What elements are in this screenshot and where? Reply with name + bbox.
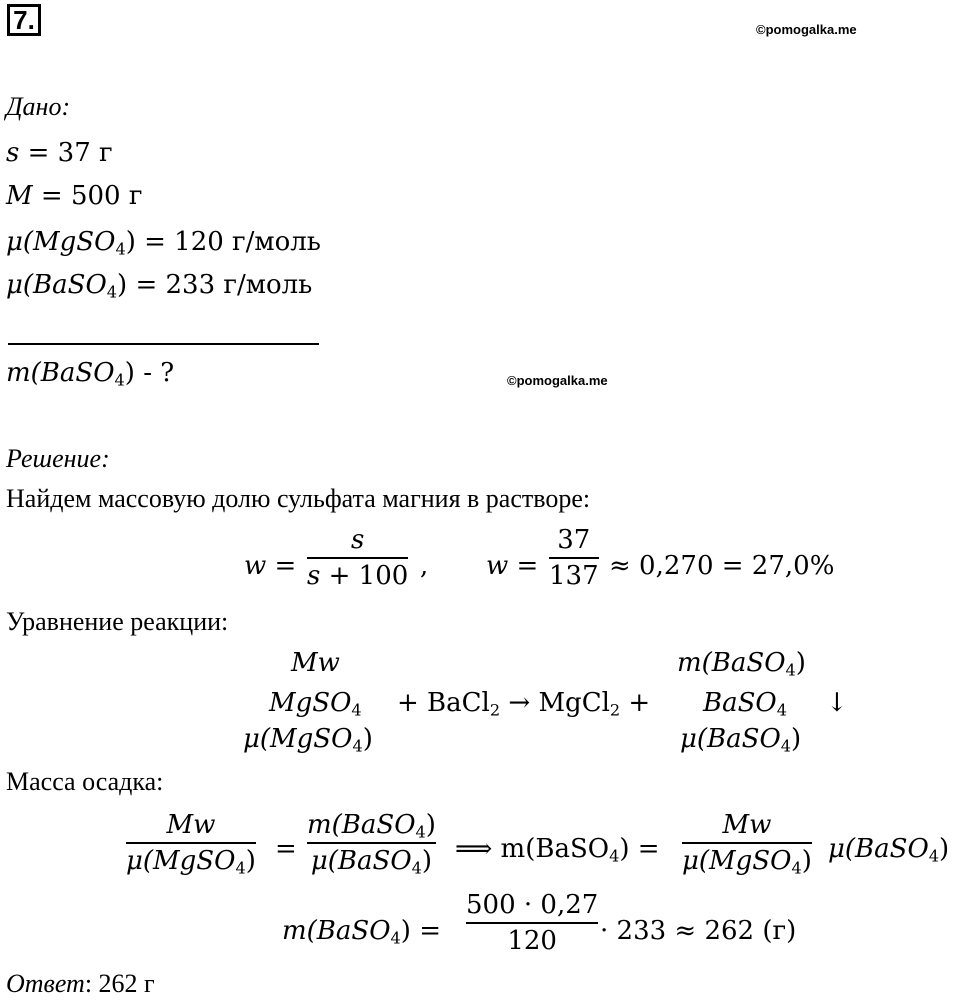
w-lhs: w =: [244, 551, 297, 581]
answer-value: : 262 г: [84, 969, 155, 998]
given-M: M = 500 г: [6, 181, 143, 211]
given-mu-baso4: μ(BaSO$_4$) = 233 г/моль: [6, 270, 313, 302]
reaction-mu-mgso4: μ(MgSO$_4$): [243, 724, 373, 756]
w-comma: ,: [420, 551, 429, 581]
given-heading: Дано:: [6, 92, 71, 121]
answer-label: Ответ: [6, 969, 85, 998]
reaction-baso4: BaSO$_4$: [703, 688, 787, 720]
eq1-fraction-2: m(BaSO$_4$) μ(BaSO$_4$): [307, 810, 436, 878]
solution-text-2: Уравнение реакции:: [6, 607, 229, 636]
precipitate-arrow: ↓: [826, 688, 848, 718]
eq1-implication: ⟹ m(BaSO$_4$) =: [455, 834, 660, 866]
reaction-mgso4: MgSO$_4$: [269, 688, 362, 720]
given-mu-mgso4: μ(MgSO$_4$) = 120 г/моль: [6, 227, 321, 259]
reaction-mu-baso4: μ(BaSO$_4$): [680, 724, 802, 756]
solution-text-1: Найдем массовую долю сульфата магния в растворе:: [6, 484, 591, 513]
eq2-lhs: m(BaSO$_4$) =: [282, 916, 441, 948]
w-fraction: s s + 100: [307, 525, 409, 591]
eq2-result: · 233 ≈ 262 (г): [600, 916, 797, 946]
w2-result: ≈ 0,270 = 27,0%: [609, 551, 835, 581]
eq1-fraction-1: Mw μ(MgSO$_4$): [126, 810, 256, 878]
reaction-mw: Mw: [291, 648, 340, 678]
problem-number: 7.: [7, 4, 41, 36]
reaction-m-baso4: m(BaSO$_4$): [677, 648, 806, 680]
w2-fraction: 37 137: [549, 525, 599, 591]
eq1-fraction-3: Mw μ(MgSO$_4$): [682, 810, 812, 878]
watermark-top: ©pomogalka.me: [756, 22, 857, 37]
eq1-tail: μ(BaSO$_4$): [828, 834, 950, 866]
given-divider: [8, 343, 319, 345]
reaction-equation: + BaCl$_2$ → MgCl$_2$ +: [397, 688, 651, 720]
solution-text-3: Масса осадка:: [6, 767, 164, 796]
w2-lhs: w =: [486, 551, 539, 581]
eq1-equals: =: [275, 834, 297, 864]
find-quantity: m(BaSO$_4$) - ?: [6, 358, 175, 390]
watermark-middle: ©pomogalka.me: [507, 373, 608, 388]
solution-heading: Решение:: [6, 444, 110, 473]
eq2-fraction: 500 · 0,27 120: [466, 890, 599, 956]
given-s: s = 37 г: [6, 138, 113, 168]
answer-line: [6, 969, 155, 999]
